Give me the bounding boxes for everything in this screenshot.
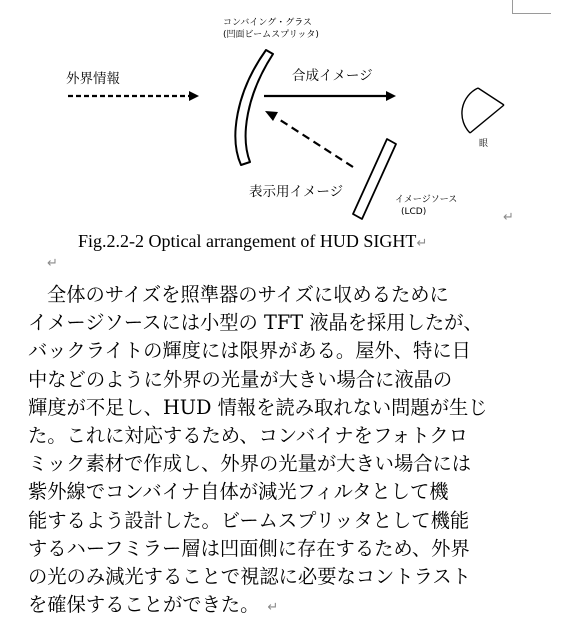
caption-paragraph-mark: ↵ bbox=[416, 236, 428, 251]
body-line-last-text: を確保することができた。 bbox=[28, 593, 260, 617]
body-line: 紫外線でコンバイナ自体が減光フィルタとして機 bbox=[28, 480, 449, 504]
body-line-last bbox=[28, 591, 528, 619]
body-line: 能するよう設計した。ビームスプリッタとして機能 bbox=[28, 508, 470, 532]
combiner-glass bbox=[235, 50, 273, 165]
external-info-label: 外界情報 bbox=[66, 71, 120, 87]
combiner-label-line2: (凹面ビームスプリッタ) bbox=[223, 30, 319, 40]
display-image-arrowhead bbox=[265, 111, 278, 121]
display-image-label: 表示用イメージ bbox=[249, 184, 344, 200]
body-line: 中などのように外界の光量が大きい場合に液晶の bbox=[28, 367, 453, 391]
image-source-label-line2: (LCD) bbox=[401, 207, 427, 217]
body-paragraph bbox=[28, 281, 528, 619]
body-line: イメージソースには小型の TFT 液晶を採用したが、 bbox=[28, 311, 483, 335]
body-line: ミック素材で作成し、外界の光量が大きい場合には bbox=[28, 452, 472, 476]
image-source-lcd bbox=[353, 139, 396, 219]
body-line: 全体のサイズを照準器のサイズに収めるために bbox=[47, 283, 449, 306]
body-line: の光のみ減光することで視認に必要なコントラスト bbox=[28, 564, 471, 588]
body-line: た。これに対応するため、コンバイナをフォトクロ bbox=[28, 423, 468, 447]
eye-label: 眼 bbox=[479, 139, 489, 149]
body-paragraph-mark: ↵ bbox=[267, 600, 279, 616]
empty-paragraph-mark: ↵ bbox=[47, 256, 58, 271]
body-line: バックライトの輝度には限界がある。屋外、特に日 bbox=[28, 339, 471, 363]
external-info-arrowhead bbox=[189, 91, 199, 101]
figure-caption bbox=[78, 230, 427, 255]
composite-image-arrowhead bbox=[386, 91, 396, 101]
image-source-label-line1: イメージソース bbox=[395, 195, 458, 205]
display-image-arrow bbox=[277, 118, 353, 167]
combiner-label-line1: コンバイング・グラス bbox=[223, 18, 312, 28]
body-line: 輝度が不足し、HUD 情報を読み取れない問題が生じ bbox=[28, 395, 488, 419]
composite-image-label: 合成イメージ bbox=[292, 68, 373, 84]
hud-optics-figure bbox=[0, 0, 562, 228]
figure-paragraph-mark: ↵ bbox=[503, 210, 514, 225]
eye-symbol bbox=[462, 88, 504, 133]
figure-caption-text: Fig.2.2-2 Optical arrangement of HUD SIGHT bbox=[78, 231, 417, 251]
body-line: するハーフミラー層は凹面側に存在するため、外界 bbox=[28, 536, 470, 560]
